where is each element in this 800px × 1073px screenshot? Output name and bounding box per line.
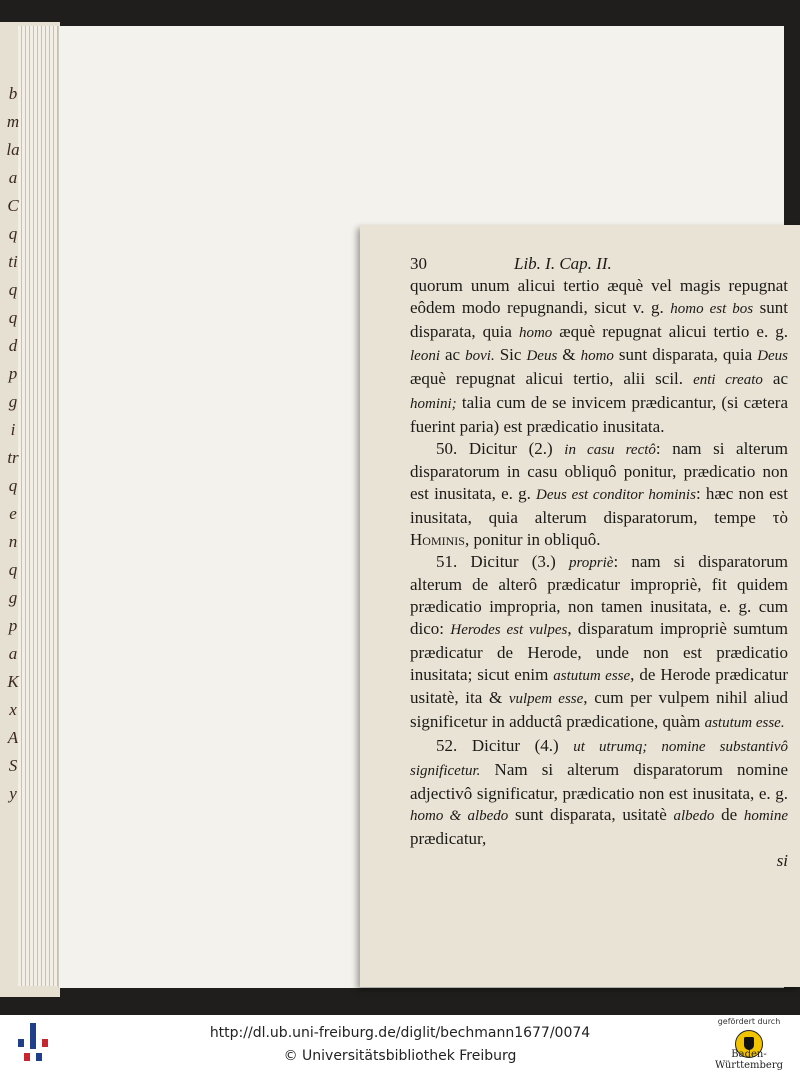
sponsor-note: gefördert durch xyxy=(717,1017,781,1026)
copyright-notice: © Universitätsbibliothek Freiburg xyxy=(283,1048,517,1064)
italic-run: homini; xyxy=(410,395,457,412)
text-run: , de Herode prædicatur usitatè, ita & xyxy=(410,664,789,708)
text-run: Nam si alterum disparatorum nomine adjectivô significatur, prædicatio non est inusitata, e. g. xyxy=(410,759,788,803)
margin-note: ti xyxy=(8,252,18,271)
paragraph-p-51 xyxy=(410,551,788,735)
text-run: 52. Dicitur (4.) xyxy=(436,735,574,755)
text-run: ac xyxy=(762,369,788,389)
paragraph-p-50 xyxy=(410,438,788,551)
margin-note: d xyxy=(8,336,18,355)
margin-note: y xyxy=(9,784,17,803)
text-run: ac xyxy=(440,345,466,365)
text-run: sunt disparata, quia xyxy=(613,345,758,365)
italic-run: Deus est conditor hominis xyxy=(536,487,696,504)
italic-run: in casu rectô xyxy=(564,441,656,458)
paragraph-p-52 xyxy=(410,735,788,850)
text-run: , cum per vulpem nihil aliud significetur in adductâ prædicatione, quàm xyxy=(410,688,788,732)
sponsor-name: Baden-Württemberg xyxy=(714,1049,784,1071)
italic-run: homine xyxy=(743,808,789,825)
paragraph-p-intro xyxy=(410,275,788,438)
margin-note: p xyxy=(8,364,18,383)
italic-run: homo xyxy=(518,324,553,341)
catchword: si xyxy=(776,850,788,870)
italic-run: astutum esse. xyxy=(704,715,785,732)
italic-run: enti creato xyxy=(693,372,763,389)
margin-note: g xyxy=(8,392,18,411)
text-run: æquè repugnat alicui tertio, alii scil. xyxy=(410,369,694,389)
italic-run: Deus xyxy=(526,348,558,365)
viewer-footer xyxy=(0,1015,800,1073)
margin-note: K xyxy=(7,672,19,691)
handwritten-margin-notes xyxy=(2,80,24,803)
margin-note: g xyxy=(8,588,18,607)
text-run: sunt disparata, usitatè xyxy=(508,805,674,825)
italic-run: leoni xyxy=(410,348,440,365)
italic-run: bovi. xyxy=(465,348,495,365)
margin-note: q xyxy=(8,476,18,495)
italic-run: homo est bos xyxy=(670,300,754,317)
margin-note: a xyxy=(8,644,18,663)
text-run: quorum unum alicui tertio æquè vel magis repugnat eôdem modo repugnandi, sicut v. g. xyxy=(410,276,788,317)
italic-run: propriè xyxy=(569,554,614,571)
italic-run: astutum esse xyxy=(553,667,631,684)
printed-page-slip xyxy=(360,225,800,987)
text-run: : hæc non est inusitata, quia alterum disparatorum, tempe τὸ xyxy=(410,484,789,527)
source-url-link[interactable]: http://dl.ub.uni-freiburg.de/diglit/bechmann1677/0074 xyxy=(209,1025,591,1041)
margin-note: C xyxy=(7,196,19,215)
margin-note: la xyxy=(6,140,20,159)
italic-run: Herodes est vulpes xyxy=(450,621,568,638)
text-run: : nam si alterum disparatorum in casu obliquô ponitur, prædicatio non est inusitata, e. g. xyxy=(410,438,788,504)
text-run: & xyxy=(557,345,581,365)
text-run: Hominis xyxy=(410,529,465,549)
margin-note: n xyxy=(8,532,18,551)
margin-note: S xyxy=(8,756,18,775)
margin-note: A xyxy=(7,728,19,747)
italic-run: vulpem esse xyxy=(508,691,584,708)
margin-note: a xyxy=(8,168,18,187)
margin-note: tr xyxy=(7,448,19,467)
margin-note: q xyxy=(8,308,18,327)
text-run: de xyxy=(714,805,744,825)
text-run: , ponitur in obliquô. xyxy=(464,529,601,549)
body-paragraphs xyxy=(410,275,788,850)
running-title: Lib. I. Cap. II. xyxy=(514,254,612,273)
italic-run: Deus xyxy=(757,348,789,365)
text-run: prædicatur, xyxy=(410,829,487,849)
margin-note: q xyxy=(8,280,18,299)
text-run: Sic xyxy=(494,345,527,365)
italic-run: ut utrumq; nomine substantivô significetur. xyxy=(410,738,788,779)
sponsor-badge xyxy=(704,1017,794,1071)
margin-note: e xyxy=(9,504,17,523)
italic-run: homo & albedo xyxy=(410,808,509,825)
running-head xyxy=(410,253,788,275)
page-text-block xyxy=(410,253,788,872)
text-run: talia cum de se invicem prædicantur, (si cætera fuerint paria) est prædicatio inusitata. xyxy=(410,392,788,436)
page-number: 30 xyxy=(410,254,427,273)
text-run: : nam si disparatorum alterum de alterô prædicatur impropriè, fit quidem prædicatio impropria, non tamen inusitata, e. g. cum dico: xyxy=(410,551,788,638)
text-run: , disparatum impropriè sumtum prædicatur de Herode, unde non est prædicatio inusitata; sicut enim xyxy=(410,618,789,684)
margin-note: m xyxy=(6,112,20,131)
margin-note: q xyxy=(8,560,18,579)
margin-note: q xyxy=(8,224,18,243)
margin-note: x xyxy=(9,700,17,719)
margin-note: p xyxy=(8,616,18,635)
margin-note: b xyxy=(8,84,18,103)
margin-note: i xyxy=(10,420,16,439)
text-run: sunt disparata, quia xyxy=(410,297,788,341)
text-run: æquè repugnat alicui tertio e. g. xyxy=(552,321,788,341)
text-run: 51. Dicitur (3.) xyxy=(436,551,569,571)
italic-run: homo xyxy=(580,348,614,365)
text-run: 50. Dicitur (2.) xyxy=(436,438,565,458)
italic-run: albedo xyxy=(673,808,715,825)
